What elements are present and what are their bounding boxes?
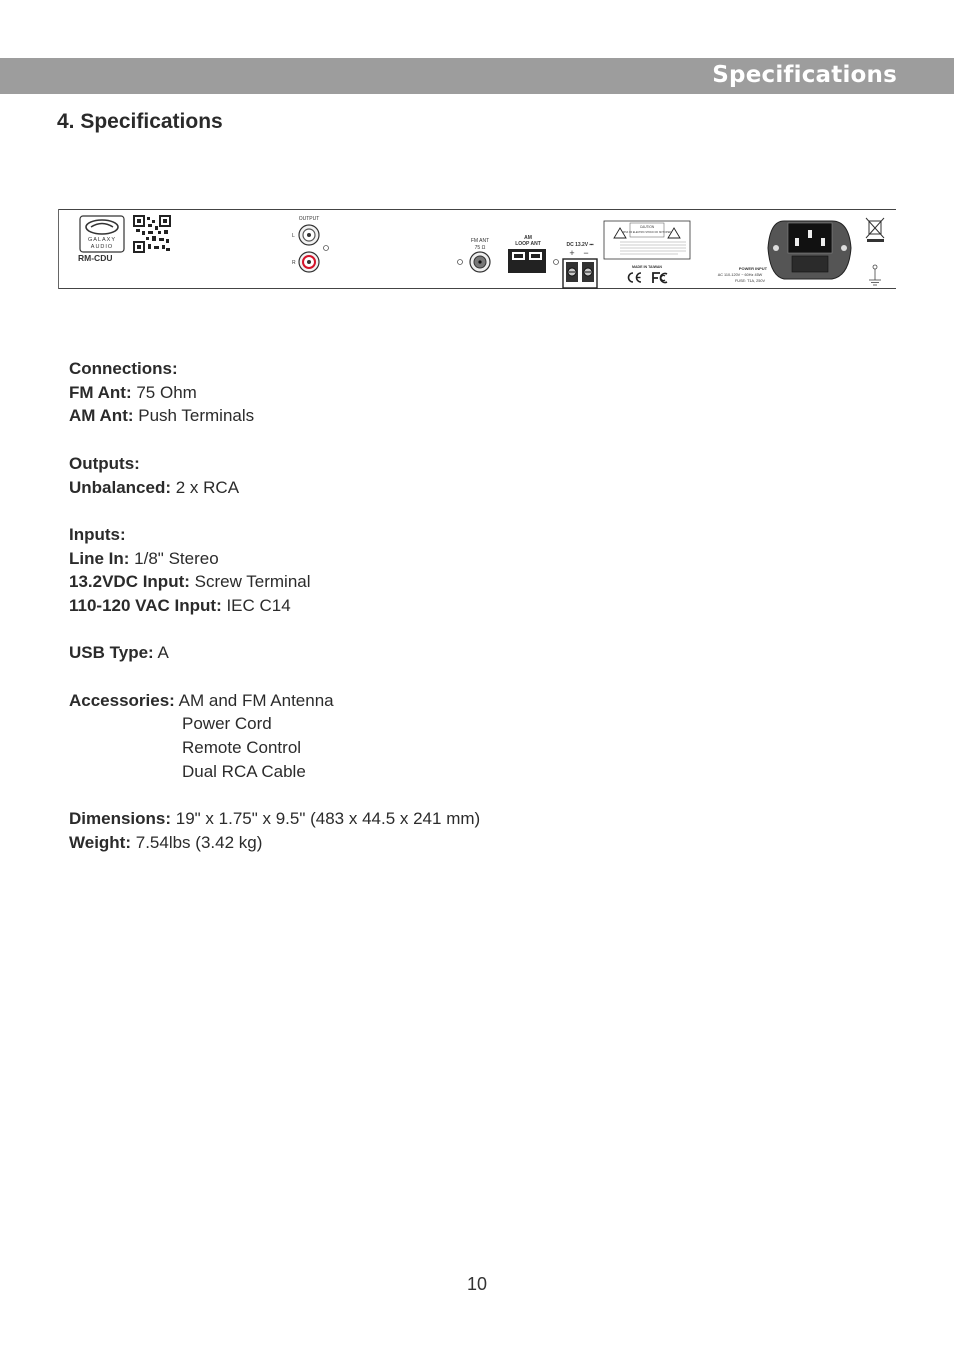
fm-ant-label: FM ANT [470, 238, 490, 244]
model-name: RM-CDU [78, 253, 113, 263]
fuse-rating: FUSE: T1A, 250V [734, 279, 766, 283]
dc-minus: − [583, 248, 589, 258]
fm-antenna-connector [470, 252, 490, 272]
weight-spec: Weight: 7.54lbs (3.42 kg) [69, 832, 263, 852]
caution-text: RISK OF ELECTRIC SHOCK DO NOT OPEN [622, 231, 672, 234]
outputs-heading: Outputs: [69, 453, 140, 473]
output-label: OUTPUT [298, 216, 320, 222]
rca-right-jack [299, 252, 319, 272]
brand-line1: GALAXY [87, 237, 117, 243]
am-ant-spec: AM Ant: Push Terminals [69, 406, 255, 426]
qr-code-icon [134, 216, 170, 252]
ac-input-spec: 110-120 VAC Input: IEC C14 [69, 596, 291, 615]
iec-c14-power-inlet [768, 221, 851, 279]
rear-panel-diagram [58, 209, 896, 290]
brand-line2: AUDIO [90, 244, 114, 250]
specifications-list [69, 357, 480, 855]
header-bar [0, 58, 954, 94]
am-loop-label: LOOP ANT [515, 241, 541, 247]
unbalanced-spec: Unbalanced: 2 x RCA [69, 477, 240, 497]
made-in-label: MADE IN TAIWAN [631, 265, 663, 269]
header-title: Specifications [712, 62, 897, 88]
accessory-item: Power Cord [182, 714, 272, 734]
output-right-label: R [292, 260, 296, 266]
caution-title: CAUTION [639, 225, 655, 229]
accessory-item: Remote Control [182, 738, 302, 758]
caution-label [604, 221, 690, 259]
fm-ant-spec: FM Ant: 75 Ohm [69, 382, 197, 402]
line-in-spec: Line In: 1/8" Stereo [69, 548, 219, 568]
usb-type-spec: USB Type: A [69, 643, 169, 663]
am-label: AM [524, 235, 532, 241]
page-number: 10 [466, 1274, 488, 1294]
power-rating: AC 110-120V ~ 60Hz 45W [717, 273, 763, 277]
rca-left-jack [299, 225, 319, 245]
connections-heading: Connections: [69, 359, 178, 378]
section-title: 4. Specifications [57, 110, 223, 133]
accessory-item: Dual RCA Cable [182, 761, 306, 781]
inputs-heading: Inputs: [69, 524, 126, 544]
dc-plus: + [569, 248, 575, 258]
power-input-label: POWER INPUT [738, 266, 768, 271]
dc-screw-terminal [563, 259, 597, 288]
accessories-spec: Accessories: AM and FM Antenna [69, 690, 334, 710]
dc-label: DC 13.2V ⎓ [566, 242, 594, 248]
fm-ant-ohm: 75 Ω [474, 245, 486, 251]
am-push-terminals [508, 249, 546, 273]
dc-input-spec: 13.2VDC Input: Screw Terminal [69, 572, 311, 592]
output-left-label: L [292, 233, 295, 239]
dimensions-spec: Dimensions: 19" x 1.75" x 9.5" (483 x 44.5 x 241 mm) [69, 809, 481, 829]
